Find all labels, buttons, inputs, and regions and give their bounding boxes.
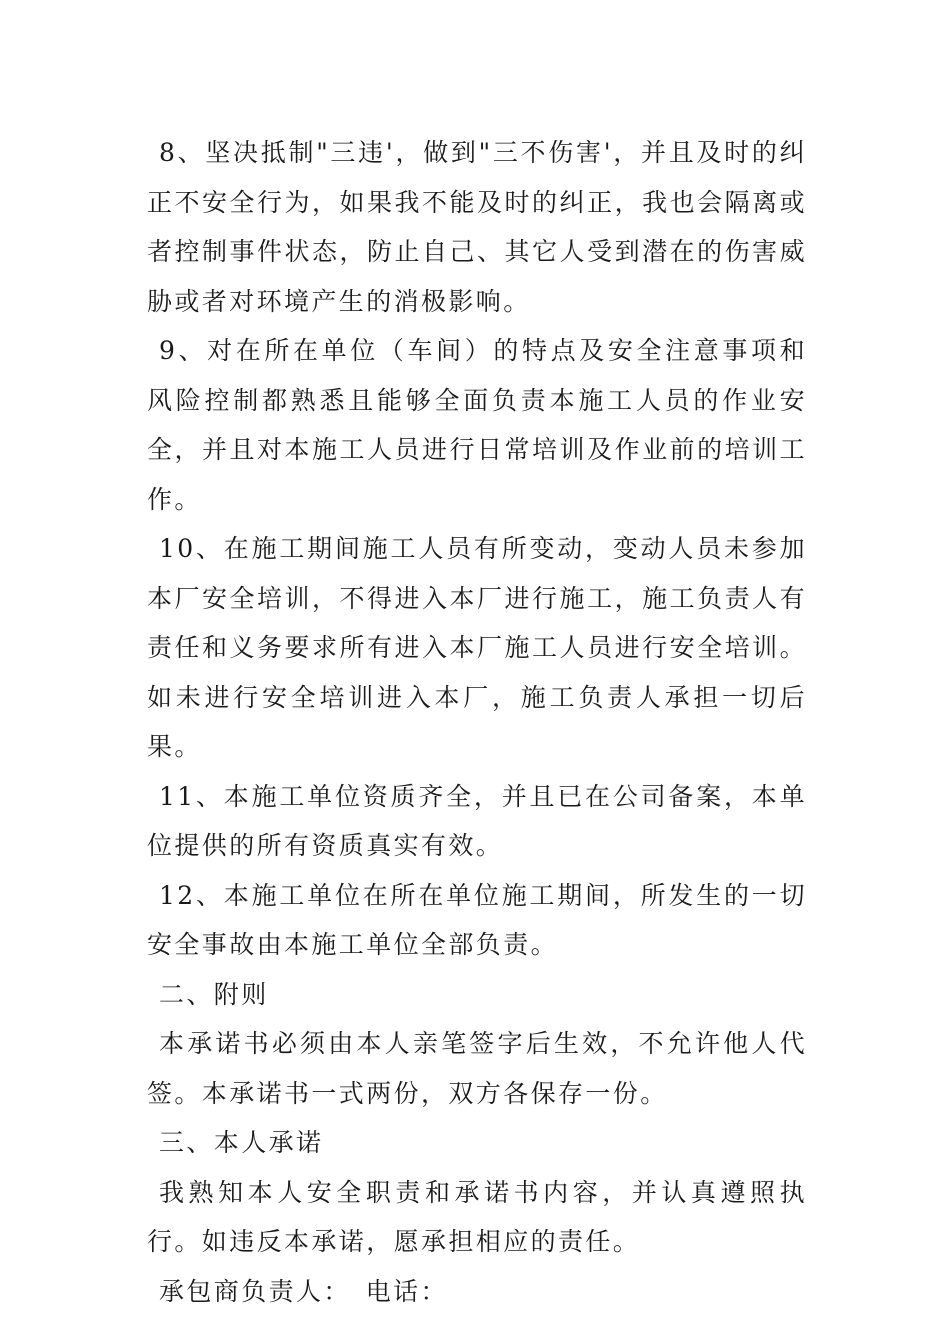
clause-12: 12、本施工单位在所在单位施工期间，所发生的一切安全事故由本施工单位全部负责。 bbox=[147, 880, 807, 959]
clause-10: 10、在施工期间施工人员有所变动，变动人员未参加本厂安全培训，不得进入本厂进行施工，施工负责人有责任和义务要求所有进入本厂施工人员进行安全培训。如未进行安全培训进入本厂，施工负责人承担一切后果。 bbox=[147, 534, 807, 761]
section-heading-commitment: 三、本人承诺 bbox=[159, 1128, 324, 1157]
clause-9: 9、对在所在单位（车间）的特点及安全注意事项和风险控制都熟悉且能够全面负责本施工人员的作业安全，并且对本施工人员进行日常培训及作业前的培训工作。 bbox=[147, 336, 807, 514]
document-body bbox=[147, 128, 807, 1316]
clause-11: 11、本施工单位资质齐全，并且已在公司备案，本单位提供的所有资质真实有效。 bbox=[147, 781, 807, 860]
section-heading-appendix: 二、附则 bbox=[159, 979, 269, 1009]
appendix-text: 本承诺书必须由本人亲笔签字后生效，不允许他人代签。本承诺书一式两份，双方各保存一份。 bbox=[147, 1029, 807, 1108]
commitment-text: 我熟知本人安全职责和承诺书内容，并认真遵照执行。如违反本承诺，愿承担相应的责任。 bbox=[147, 1177, 807, 1256]
signature-line: 承包商负责人： 电话： bbox=[159, 1276, 448, 1306]
clause-8: 8、坚决抵制"三违'，做到"三不伤害'，并且及时的纠正不安全行为，如果我不能及时的纠正，我也会隔离或者控制事件状态，防止自己、其它人受到潜在的伤害威胁或者对环境产生的消极影响。 bbox=[147, 138, 807, 316]
